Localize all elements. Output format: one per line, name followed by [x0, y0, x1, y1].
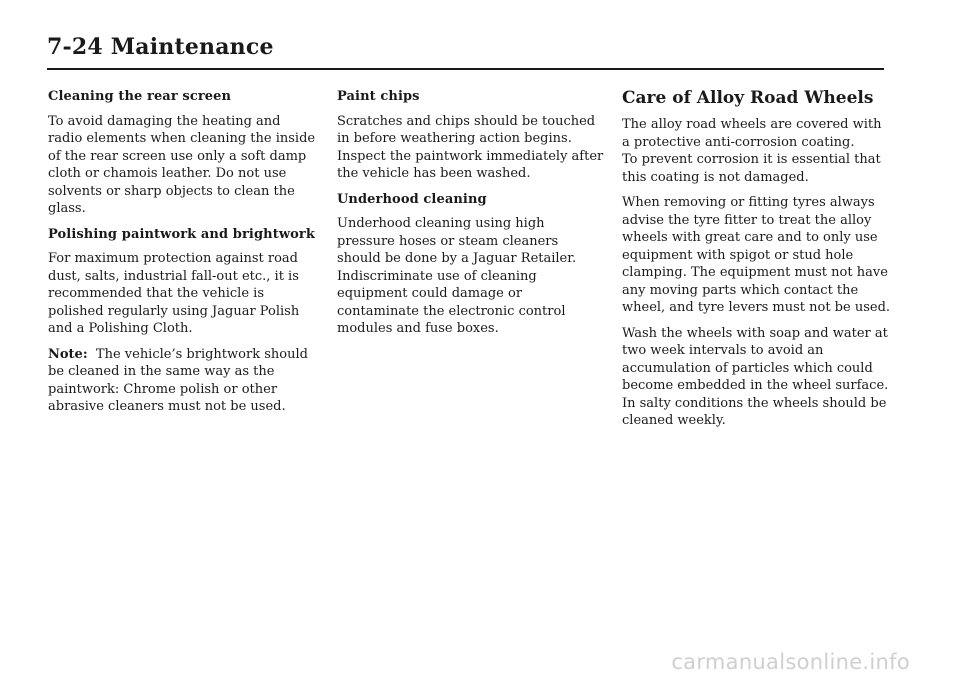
- rear-screen-heading: Cleaning the rear screen: [48, 89, 232, 104]
- column-right: [622, 88, 892, 438]
- column-left: [48, 88, 318, 424]
- alloy-wheels-coating-sentence: The alloy road wheels are covered with a protective anti-corrosion coating.: [622, 117, 882, 150]
- note-text: The vehicle’s brightwork should be cleaned in the same way as the paintwork: Chrome polish or other abrasive cleaners must not be used.: [48, 346, 308, 414]
- alloy-wheels-section-title: Care of Alloy Road Wheels: [622, 88, 874, 108]
- paint-chips-heading: Paint chips: [337, 89, 420, 104]
- watermark-text: carmanualsonline.info: [671, 650, 910, 674]
- alloy-wheels-paragraph-1: [622, 116, 892, 186]
- column-middle: [337, 88, 605, 346]
- alloy-wheels-paragraph-2: When removing or fitting tyres always advise the tyre fitter to treat the alloy wheels with great care and to only use equipment with spigot or stud hole clamping. The equipment must not have any moving parts which contact the wheel, and tyre levers must not be used.: [622, 195, 891, 315]
- paint-chips-paragraph: Scratches and chips should be touched in before weathering action begins. Inspect the paintwork immediately after the vehicle has been washed.: [337, 113, 604, 181]
- page-header: [47, 28, 884, 70]
- note-paragraph: [48, 346, 318, 416]
- polishing-heading: Polishing paintwork and brightwork: [48, 226, 315, 242]
- rear-screen-paragraph: To avoid damaging the heating and radio elements when cleaning the inside of the rear screen use only a soft damp cloth or chamois leather. Do not use solvents or sharp objects to clean the glass.: [48, 113, 316, 216]
- alloy-wheels-paragraph-3: Wash the wheels with soap and water at two week intervals to avoid an accumulation of particles which could become embedded in the wheel surface. In salty conditions the wheels should be cleaned weekly.: [622, 325, 889, 428]
- underhood-heading: Underhood cleaning: [337, 191, 487, 207]
- underhood-paragraph: Underhood cleaning using high pressure hoses or steam cleaners should be done by a Jaguar Retailer. Indiscriminate use of cleaning equipment could damage or contaminate the electronic control modules and fuse boxes.: [337, 216, 577, 336]
- alloy-wheels-corrosion-sentence: To prevent corrosion it is essential that this coating is not damaged.: [622, 152, 881, 185]
- polishing-paragraph: For maximum protection against road dust, salts, industrial fall-out etc., it is recommended that the vehicle is polished regularly using Jaguar Polish and a Polishing Cloth.: [48, 251, 300, 336]
- page-title: 7-24 Maintenance: [47, 34, 274, 60]
- note-label: Note:: [48, 346, 88, 362]
